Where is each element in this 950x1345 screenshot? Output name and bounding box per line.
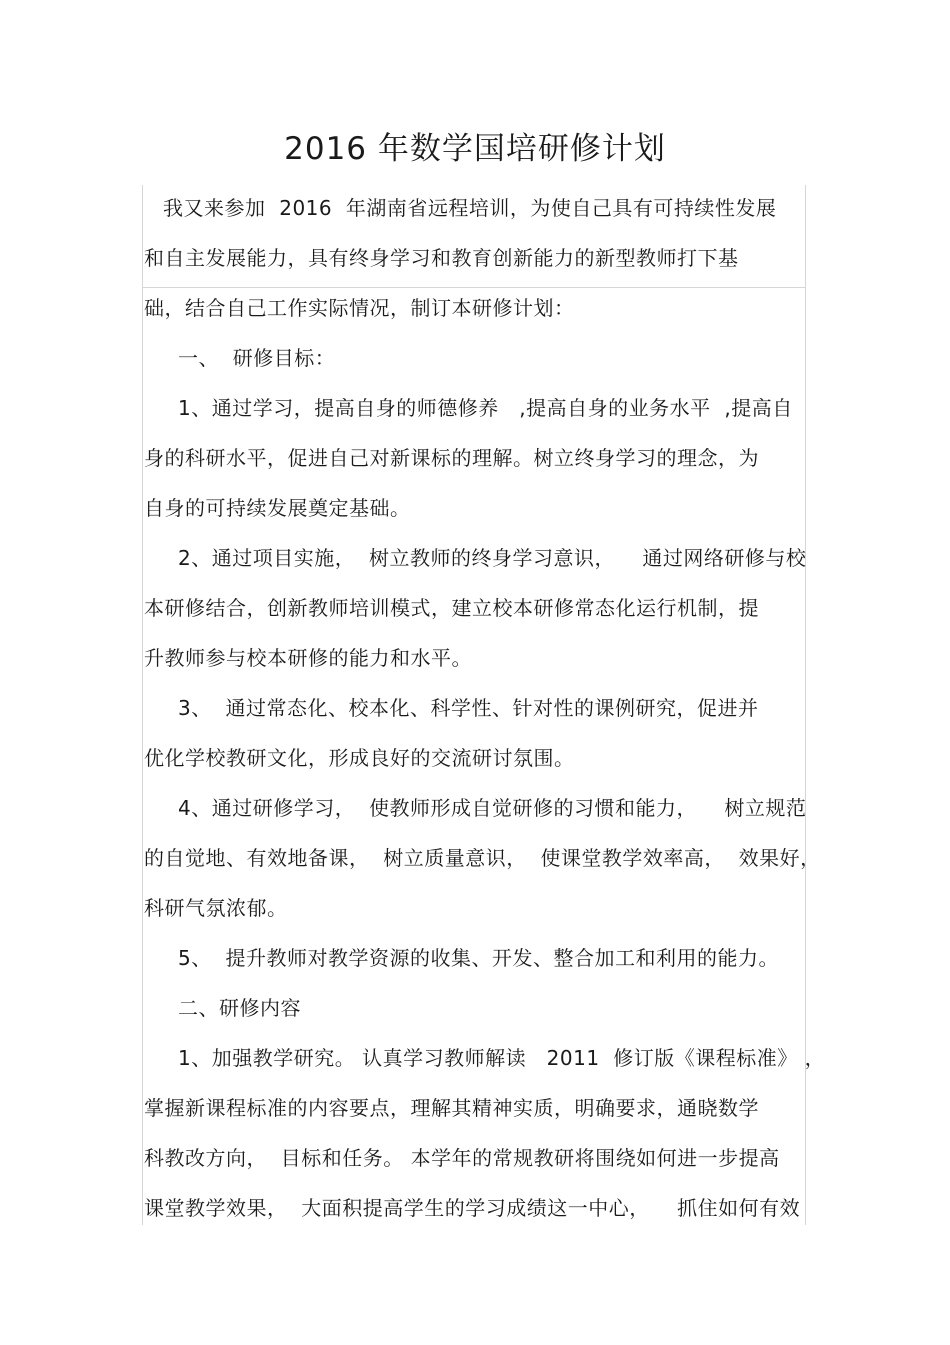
text-line: 1、加强教学研究。 认真学习教师解读 2011 修订版《课程标准》 ， bbox=[178, 1046, 826, 1070]
text-line: 和自主发展能力，具有终身学习和教育创新能力的新型教师打下基 bbox=[144, 246, 739, 270]
text-line: 升教师参与校本研修的能力和水平。 bbox=[144, 646, 472, 670]
text-line: 2、通过项目实施， 树立教师的终身学习意识， 通过网络研修与校 bbox=[178, 546, 807, 570]
text-line: 科研气氛浓郁。 bbox=[144, 896, 288, 920]
section-heading: 二、研修内容 bbox=[178, 996, 301, 1020]
text-line: 我又来参加 2016 年湖南省远程培训，为使自己具有可持续性发展 bbox=[163, 196, 777, 220]
section-heading: 一、 研修目标： bbox=[178, 346, 336, 370]
text-line: 掌握新课程标准的内容要点，理解其精神实质，明确要求，通晓数学 bbox=[144, 1096, 759, 1120]
text-line: 课堂教学效果， 大面积提高学生的学习成绩这一中心， 抓住如何有效 bbox=[144, 1196, 801, 1220]
text-line: 1、通过学习，提高自身的师德修养 ,提高自身的业务水平 ,提高自 bbox=[178, 396, 793, 420]
text-line: 科教改方向， 目标和任务。 本学年的常规教研将围绕如何进一步提高 bbox=[144, 1146, 780, 1170]
text-line: 础，结合自己工作实际情况，制订本研修计划： bbox=[144, 296, 575, 320]
text-line: 优化学校教研文化，形成良好的交流研讨氛围。 bbox=[144, 746, 575, 770]
text-line: 自身的可持续发展奠定基础。 bbox=[144, 496, 411, 520]
text-line: 4、通过研修学习， 使教师形成自觉研修的习惯和能力， 树立规范 bbox=[178, 796, 807, 820]
text-line: 本研修结合，创新教师培训模式，建立校本研修常态化运行机制，提 bbox=[144, 596, 759, 620]
text-line: 3、 通过常态化、校本化、科学性、针对性的课例研究，促进并 bbox=[178, 696, 759, 720]
left-margin-rule bbox=[142, 185, 143, 1225]
document-title: 2016 年数学国培研修计划 bbox=[284, 131, 666, 167]
top-rule bbox=[142, 287, 806, 288]
text-line: 的自觉地、有效地备课， 树立质量意识， 使课堂教学效率高， 效果好， bbox=[144, 846, 821, 870]
text-line: 身的科研水平，促进自己对新课标的理解。树立终身学习的理念，为 bbox=[144, 446, 759, 470]
text-line: 5、 提升教师对教学资源的收集、开发、整合加工和利用的能力。 bbox=[178, 946, 779, 970]
